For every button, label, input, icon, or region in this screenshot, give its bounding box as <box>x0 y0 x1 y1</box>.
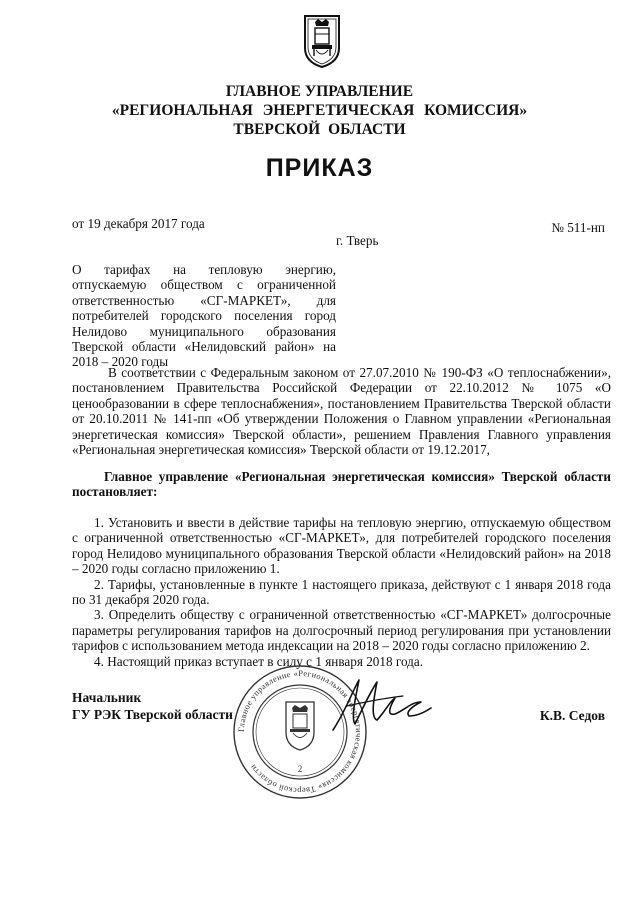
seal-number: 2 <box>297 764 303 774</box>
document-subject: О тарифах на тепловую энергию, отпускаемую обществом с ограниченной ответственностью «СГ-МАРКЕТ», для потребителей городского поселения город Нелидово муниципального образования Тверской области «Нелидовский район» на 2018 – 2020 годы <box>72 262 336 370</box>
order-items <box>72 515 611 669</box>
org-name-line1: ГЛАВНОЕ УПРАВЛЕНИЕ <box>225 83 414 100</box>
signatory-name: К.В. Седов <box>539 708 605 723</box>
seal-ring-text: Главное управление «Региональная энергетическая комиссия» Тверской области <box>236 668 364 796</box>
decree-text: Главное управление «Региональная энергетическая комиссия» Тверской области постановляет: <box>72 469 611 500</box>
seal-emblem-icon <box>286 702 314 750</box>
order-item: 1. Установить и ввести в действие тарифы на тепловую энергию, отпускаемую обществом с ограниченной ответственностью «СГ-МАРКЕТ», для потребителей городского поселения город Нелидово муниципального образования Тверской области «Нелидовский район» на 2018 – 2020 годы согласно приложению 1. <box>72 515 611 577</box>
order-item: 4. Настоящий приказ вступает в силу с 1 января 2018 года. <box>94 653 424 669</box>
order-item: 3. Определить обществу с ограниченной ответственностью «СГ-МАРКЕТ» долгосрочные параметры регулирования тарифов на долгосрочный период регулирования при установлении тарифов с использованием метода индексации на 2018 – 2020 годы согласно приложению 2. <box>72 607 611 654</box>
coat-of-arms-icon <box>303 14 341 69</box>
signatory-title-line2: ГУ РЭК Тверской области <box>72 706 233 722</box>
document-number: № 511-нп <box>551 220 605 235</box>
document-type-title: ПРИКАЗ <box>265 154 374 182</box>
org-name-line3: ТВЕРСКОЙ ОБЛАСТИ <box>233 121 406 138</box>
decree-statement <box>72 469 611 500</box>
document-city: г. Тверь <box>336 233 379 248</box>
handwritten-signature <box>325 672 435 742</box>
signatory-title <box>72 690 233 723</box>
document-date: от 19 декабря 2017 года <box>72 216 205 231</box>
preamble-paragraph <box>72 365 611 457</box>
signatory-title-line1: Начальник <box>72 690 142 705</box>
preamble-text: В соответствии с Федеральным законом от 27.07.2010 № 190-ФЗ «О теплоснабжении», постановлением Правительства Российской Федерации от 22.10.2012 № 1075 «О ценообразовании в сфере теплоснабжения», постановлением Правительства Тверской области от 20.10.2011 № 141-пп «Об утверждении Положения о Главном управлении «Региональная энергетическая комиссия» Тверской области», решением Правления Главного управления «Региональная энергетическая комиссия» Тверской области от 19.12.2017, <box>72 365 611 458</box>
order-item: 2. Тарифы, установленные в пункте 1 настоящего приказа, действуют с 1 января 2018 года по 31 декабря 2020 года. <box>72 576 611 608</box>
org-name-line2: «РЕГИОНАЛЬНАЯ ЭНЕРГЕТИЧЕСКАЯ КОМИССИЯ» <box>111 102 528 119</box>
